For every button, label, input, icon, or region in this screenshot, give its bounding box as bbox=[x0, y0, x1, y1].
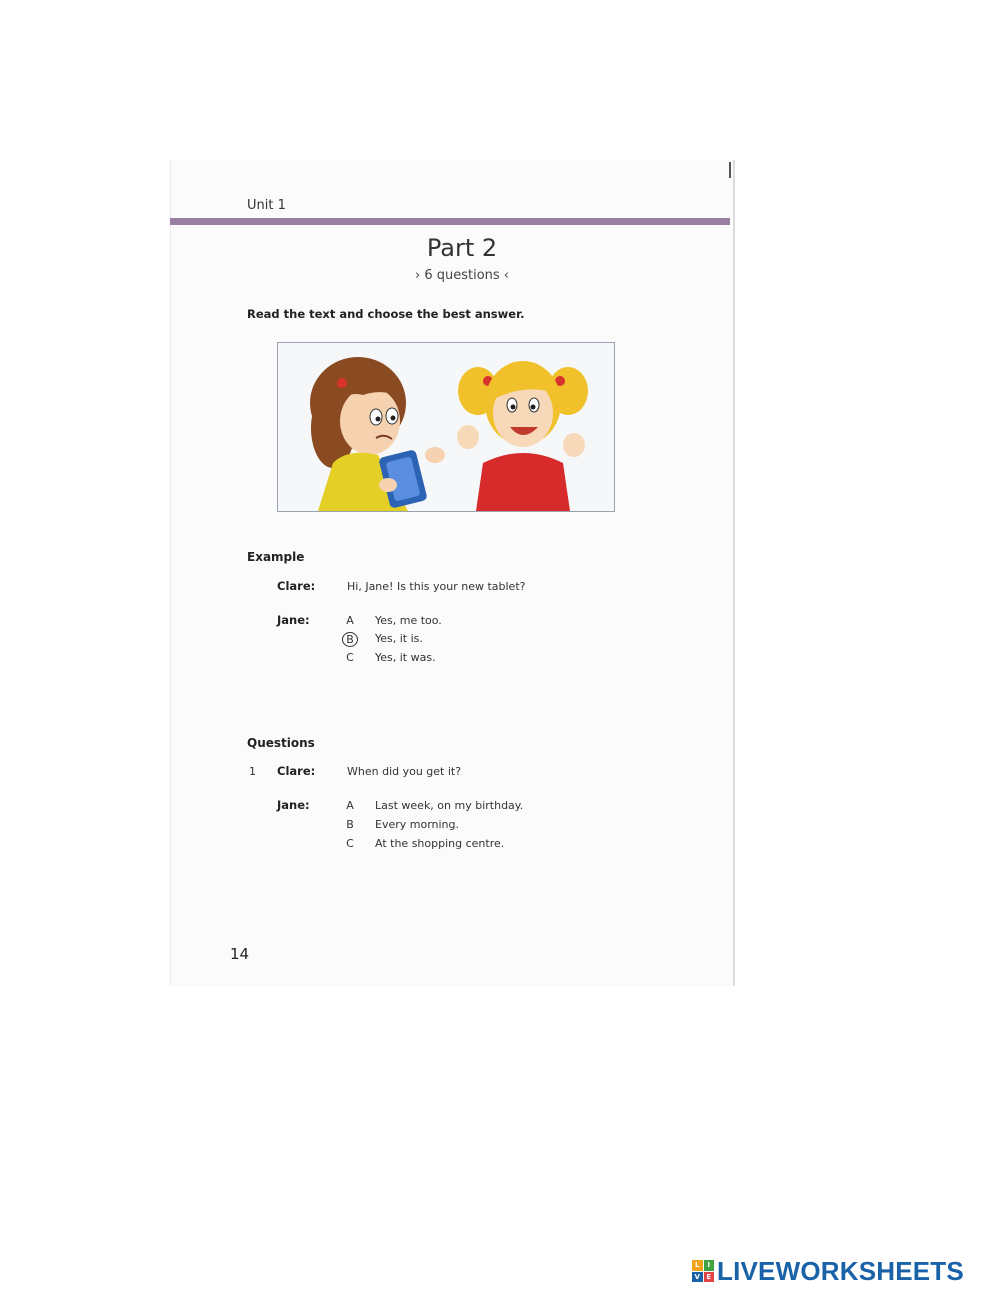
logo-tile-l: L bbox=[692, 1260, 703, 1271]
girl-right-figure bbox=[457, 361, 588, 511]
question-1-speaker-jane: Jane: bbox=[277, 798, 310, 812]
instruction-text: Read the text and choose the best answer. bbox=[247, 307, 525, 321]
question-1-option-c-letter: C bbox=[346, 837, 354, 850]
page-number: 14 bbox=[230, 945, 250, 963]
example-speaker-clare: Clare: bbox=[277, 579, 316, 593]
example-option-a-letter: A bbox=[346, 614, 354, 627]
logo-tile-i: I bbox=[704, 1260, 715, 1271]
example-option-c-text: Yes, it was. bbox=[375, 651, 436, 664]
header-divider bbox=[170, 218, 730, 225]
example-heading: Example bbox=[247, 550, 305, 564]
questions-heading: Questions bbox=[247, 736, 315, 750]
question-1-option-a-text[interactable]: Last week, on my birthday. bbox=[375, 799, 524, 812]
unit-label: Unit 1 bbox=[247, 198, 286, 213]
example-speaker-jane: Jane: bbox=[277, 613, 310, 627]
question-1-option-b-letter: B bbox=[346, 818, 354, 831]
liveworksheets-wordmark: LIVEWORKSHEETS bbox=[717, 1255, 964, 1286]
part-title: Part 2 bbox=[426, 234, 498, 262]
question-1-prompt: When did you get it? bbox=[347, 765, 462, 778]
liveworksheets-icon bbox=[692, 1260, 714, 1282]
example-option-a-text: Yes, me too. bbox=[375, 614, 442, 627]
girls-with-tablet-illustration bbox=[278, 343, 614, 511]
scan-edge-mark bbox=[729, 162, 731, 178]
question-1-option-a-letter: A bbox=[346, 799, 354, 812]
logo-tile-v: V bbox=[692, 1272, 703, 1283]
girl-left-figure bbox=[310, 357, 445, 511]
example-option-b-letter-circled: B bbox=[342, 632, 358, 647]
scanned-page bbox=[170, 160, 735, 986]
question-1-number: 1 bbox=[249, 765, 256, 778]
example-option-c-letter: C bbox=[346, 651, 354, 664]
example-option-b-text: Yes, it is. bbox=[375, 632, 423, 645]
illustration-two-girls bbox=[277, 342, 615, 512]
question-1-option-b-text[interactable]: Every morning. bbox=[375, 818, 460, 831]
part-subtitle: › 6 questions ‹ bbox=[414, 268, 509, 283]
question-1-speaker-clare: Clare: bbox=[277, 764, 316, 778]
liveworksheets-logo bbox=[692, 1255, 964, 1286]
question-1-option-c-text[interactable]: At the shopping centre. bbox=[375, 837, 505, 850]
example-prompt: Hi, Jane! Is this your new tablet? bbox=[347, 580, 526, 593]
logo-tile-e: E bbox=[704, 1272, 715, 1283]
